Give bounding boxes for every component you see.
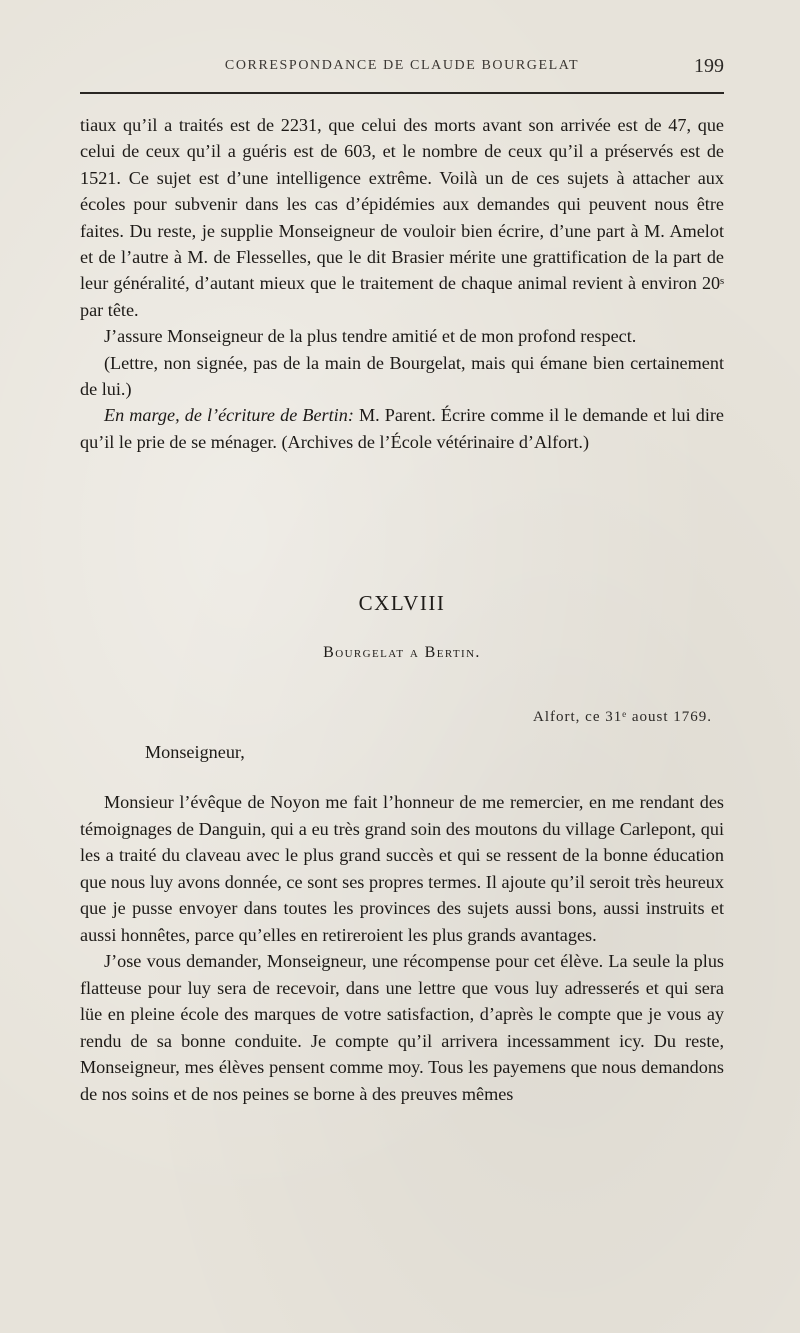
header-rule <box>80 92 724 94</box>
paragraph-editor-note: (Lettre, non signée, pas de la main de Bourgelat, mais qui émane bien certainement de lui.) <box>80 352 724 400</box>
previous-letter-continuation <box>80 112 724 455</box>
section-number: CXLVIII <box>358 591 446 615</box>
letter-salutation: Monseigneur, <box>145 742 245 762</box>
section-title: Bourgelat a Bertin. <box>323 644 481 661</box>
paragraph-marginal-note <box>80 402 724 455</box>
page-number: 199 <box>694 55 724 77</box>
letter-body <box>80 789 724 1107</box>
running-head <box>80 55 724 82</box>
marginal-note-text: M. Parent. Écrire comme il le demande et lui dire qu’il le prie de se ménager. (Archives de l’École vétérinaire d’Alfort.) <box>80 405 724 452</box>
letter-paragraph-2: J’ose vous demander, Monseigneur, une récompense pour cet élève. La seule la plus flatteuse pour luy sera de recevoir, dans une lettre que vous luy adresserés et qui sera lüe en pleine école des marques de votre satisfaction, d’après le compte que je vous ay rendu de sa bonne conduite. Je compte qu’il arrivera incessamment icy. Du reste, Monseigneur, mes élèves pensent comme moy. Tous les payemens que nous demandons de nos soins et de nos peines se borne à des preuves mêmes <box>80 951 724 1104</box>
paragraph-closing: J’assure Monseigneur de la plus tendre amitié et de mon profond respect. <box>104 326 637 347</box>
letter-paragraph-1: Monsieur l’évêque de Noyon me fait l’honneur de me remercier, en me rendant des témoignages de Danguin, qui a eu très grand soin des moutons du village Carlepont, qui les a traité du claveau avec le plus grand succès et qui se ressent de la bonne éducation que nous luy avons donnée, ce sont ses propres termes. Il ajoute qu’il seroit très heureux que je pusse envoyer dans toutes les provinces des sujets aussi bons, aussi instruits et aussi honnêtes, parce qu’elles en retireroient les plus grands avantages. <box>80 792 724 945</box>
marginal-note-label: En marge, de l’écriture de Bertin: <box>104 405 354 426</box>
running-title: CORRESPONDANCE DE CLAUDE BOURGELAT <box>224 58 580 73</box>
paragraph-continuation: tiaux qu’il a traités est de 2231, que celui des morts avant son arrivée est de 47, que celui de ceux qu’il a guéris est de 603, et le nombre de ceux qu’il a préservés est de 1521. Ce sujet est d’une intelligence extrême. Voilà un de ces sujets à attacher aux écoles pour subvenir dans les cas d’épidémies aux demandes qui peuvent nous être faites. Du reste, je supplie Monseigneur de vouloir bien écrire, d’une part à M. Amelot et de l’autre à M. de Flesselles, que le dit Brasier mérite une grattification de la part de leur généralité, d’autant mieux que le traitement de chaque animal revient à environ 20ˢ par tête. <box>80 115 724 320</box>
letter-dateline: Alfort, ce 31ᵉ aoust 1769. <box>533 709 712 725</box>
